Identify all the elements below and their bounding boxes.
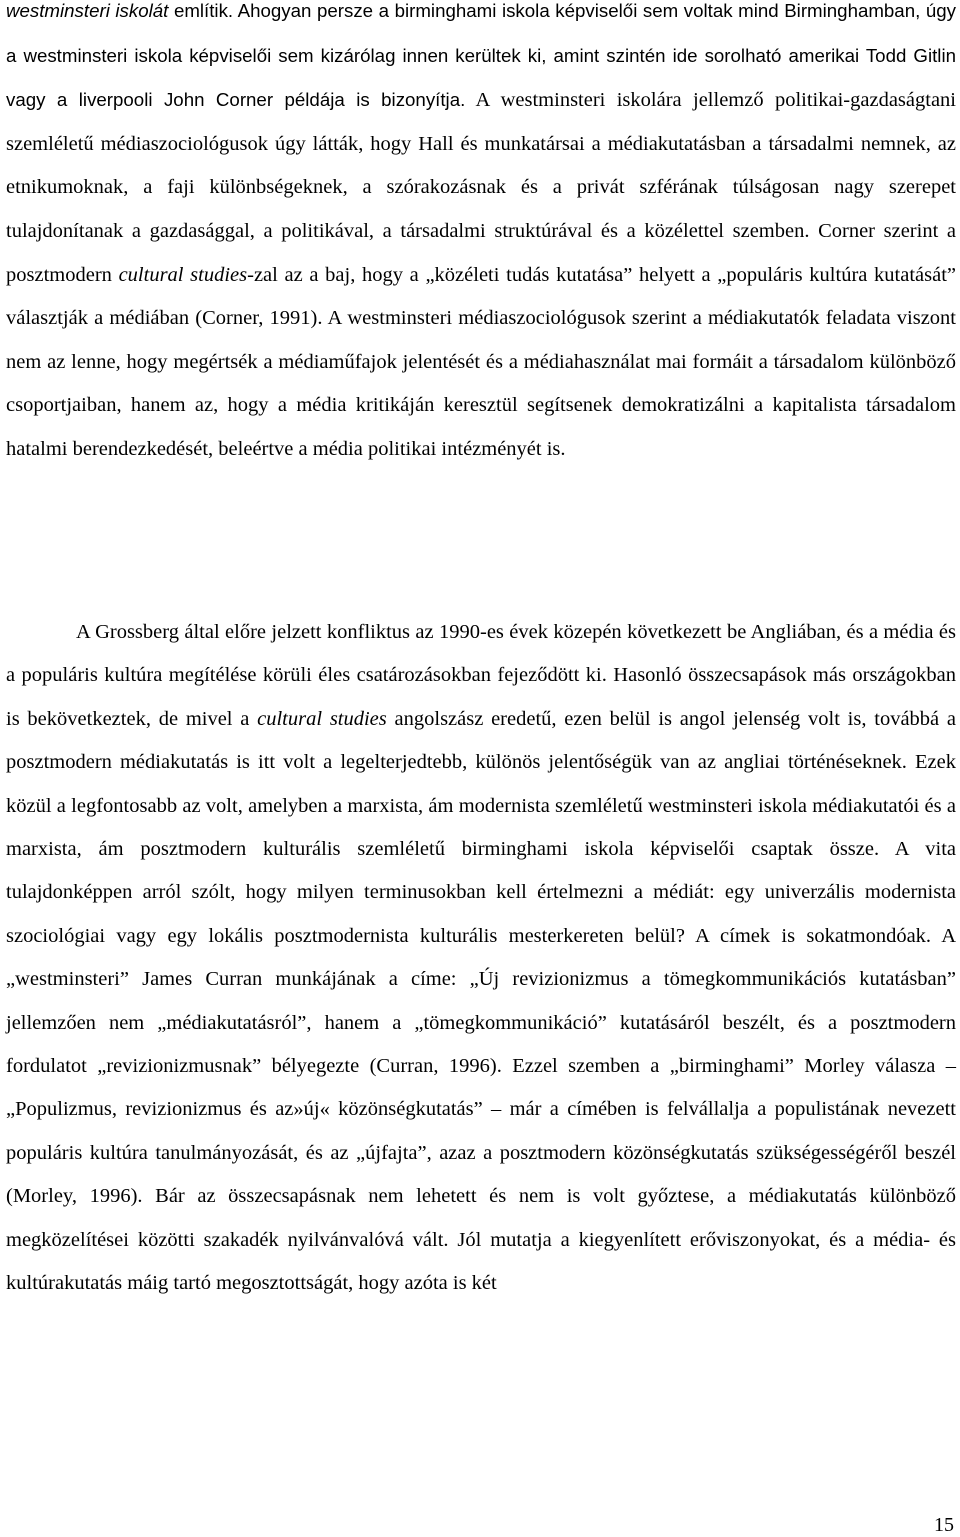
paragraph-grossberg-conflict (6, 611, 956, 1306)
paragraph-text: -zal az a baj, hogy a „közéleti tudás kutatása” helyett a „populáris kultúra kutatását” választják a médiában (Corner, 1991). A westminsteri médiaszociológusok szerint a médiakutatók feladata viszont nem az lenne, hogy megértsék a médiaműfajok jelentését és a médiahasználat mai formáit a társadalom különböző csoportjaiban, hanem az, hogy a média kritikáján keresztül segítsenek demokratizálni a kapitalista társadalom hatalmi berendezkedését, beleértve a média politikai intézményét is. (6, 263, 957, 460)
page-number: 15 (934, 1514, 954, 1536)
italic-term-cultural-studies: cultural studies (118, 263, 248, 286)
paragraph-westminster-school (6, 0, 956, 472)
italic-term-cultural-studies: cultural studies (257, 707, 387, 730)
italic-term-westminster-school: westminsteri iskolát (6, 0, 169, 21)
paragraph-text: említik. Ahogyan persze a birminghami iskola képviselői sem voltak mind Birminghamban, úgy a westminsteri iskola képviselői sem kizárólag innen kerültek ki, amint szintén ide sorolható amerikai Todd Gitlin vagy a liverpooli John Corner példája is bizonyítja. (6, 0, 956, 111)
paragraph-text: A westminsteri iskolára jellemző politikai-gazdaságtani szemléletű médiaszociológusok úgy látták, hogy Hall és munkatársai a médiakutatásban a társadalmi nemnek, az etnikumoknak, a faji különbségeknek, a szórakozásnak és a privát szférának túlságosan nagy szerepet tulajdonítanak a gazdasággal, a politikával, a társadalmi struktúrával és a közélettel szemben. (6, 89, 956, 242)
paragraph-text: A Grossberg által előre jelzett konfliktus az 1990-es évek közepén következett be Angliában, és a média és a populáris kultúra megítélése körüli éles csatározásokban fejeződött ki. Hasonló összecsapások más országokban is bekövetkeztek, de mivel a (6, 621, 956, 730)
paragraph-text: angolszász eredetű, ezen belül is angol jelenség volt is, továbbá a posztmodern médiakutatás is itt volt a legelterjedtebb, különös jelentőségük van az angliai történéseknek. Ezek közül a legfontosabb az volt, amelyben a marxista, ám modernista szemléletű westminsteri iskola médiakutatói és a marxista, ám posztmodern kulturális szemléletű birminghami iskola képviselői csaptak össze. A vita tulajdonképpen arról szólt, hogy milyen terminusokban kell értelmezni a médiát: egy univerzális modernista szociológiai vagy egy lokális posztmodernista kulturális mesterkereten belül? A címek is sokatmondóak. A „westminsteri” James Curran munkájának a címe: „Új revizionizmus a tömegkommunikációs kutatásban” jellemzően nem „médiakutatásról”, hanem a „tömegkommunikáció” kutatásáról beszélt, és a posztmodern fordulatot „revizionizmusnak” bélyegezte (Curran, 1996). Ezzel szemben a „birminghami” Morley válasza – „Populizmus, revizionizmus és az»új« közönségkutatás” – már a címében is felvállalja a populistának nevezett populáris kultúra tanulmányozását, és az „újfajta”, azaz a posztmodern közönségkutatás szükségességéről beszél (Morley, 1996). Bár az összecsapásnak nem lehetett és nem is volt győztese, a médiakutatás különböző megközelítései közötti szakadék nyilvánvalóvá vált. Jól mutatja a kiegyenlített erőviszonyokat, és a média- és kultúrakutatás máig tartó megosztottságát, hogy azóta is két (6, 707, 956, 1295)
paragraph-text: Corner szerint a posztmodern (6, 219, 956, 286)
